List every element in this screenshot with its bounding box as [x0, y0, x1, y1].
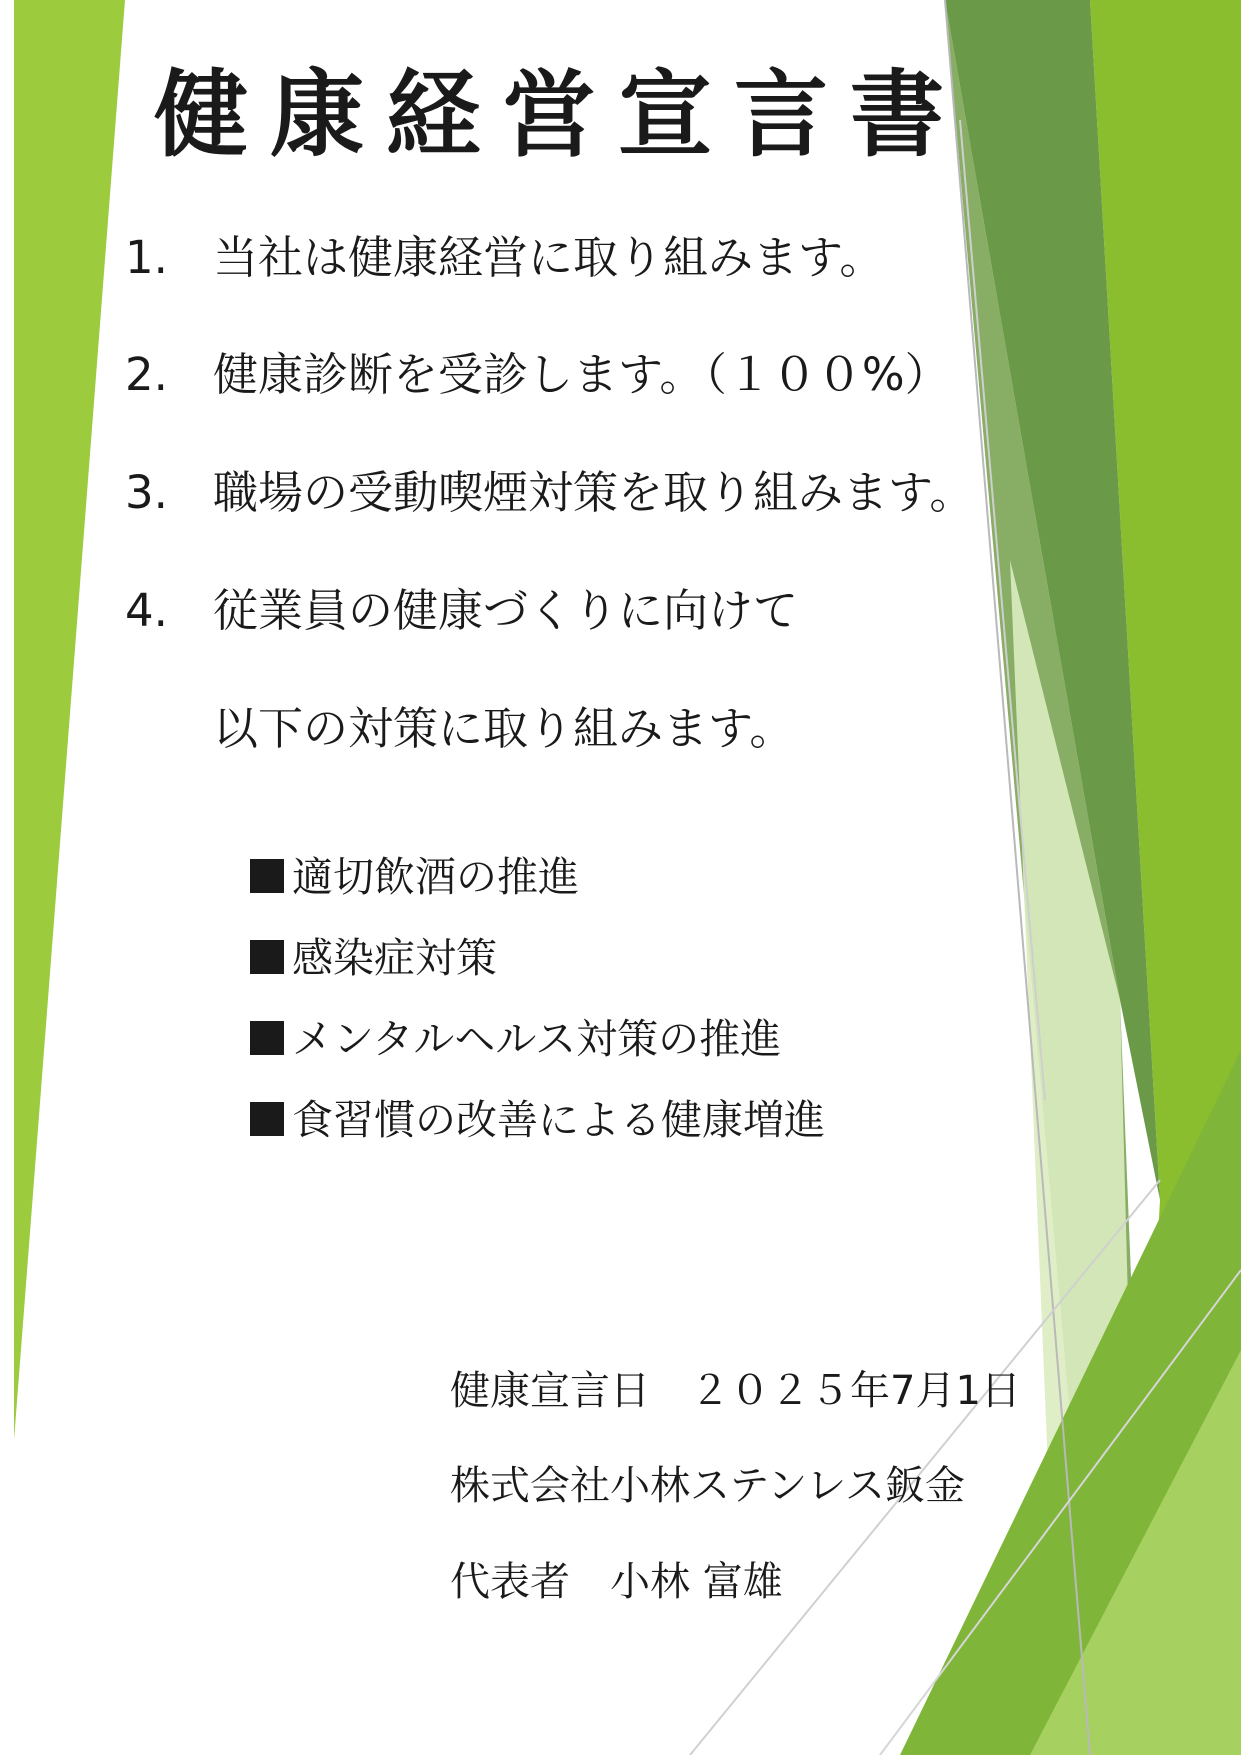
square-bullet-icon [250, 859, 284, 893]
representative-name: 代表者 小林 富雄 [450, 1559, 783, 1605]
declaration-item-4-continuation: 以下の対策に取り組みます。 [213, 702, 795, 755]
declaration-item-3 [125, 465, 974, 521]
page-title: 健康経営宣言書 [153, 60, 966, 170]
declaration-item-2 [125, 347, 950, 403]
measure-item: 食習慣の改善による健康増進 [250, 1094, 825, 1146]
item-text: 従業員の健康づくりに向けて [213, 584, 799, 637]
measure-item: 適切飲酒の推進 [250, 851, 579, 903]
item-number: 4. [125, 584, 168, 637]
item-number: 1. [125, 231, 168, 284]
square-bullet-icon [250, 1102, 284, 1136]
declaration-item-1 [125, 230, 884, 286]
item-text: 当社は健康経営に取り組みます。 [213, 231, 885, 284]
item-text: 健康診断を受診します。（１００%） [213, 348, 950, 401]
company-name: 株式会社小林ステンレス鈑金 [450, 1463, 965, 1509]
square-bullet-icon [250, 940, 284, 974]
declaration-item-4 [125, 583, 798, 639]
square-bullet-icon [250, 1021, 284, 1055]
measure-item: 感染症対策 [250, 932, 497, 984]
measure-item: メンタルヘルス対策の推進 [250, 1013, 781, 1065]
item-number: 3. [125, 466, 168, 519]
item-text: 職場の受動喫煙対策を取り組みます。 [213, 466, 975, 519]
declaration-date: 健康宣言日 ２０２５年7月1日 [450, 1368, 1021, 1414]
item-number: 2. [125, 348, 168, 401]
